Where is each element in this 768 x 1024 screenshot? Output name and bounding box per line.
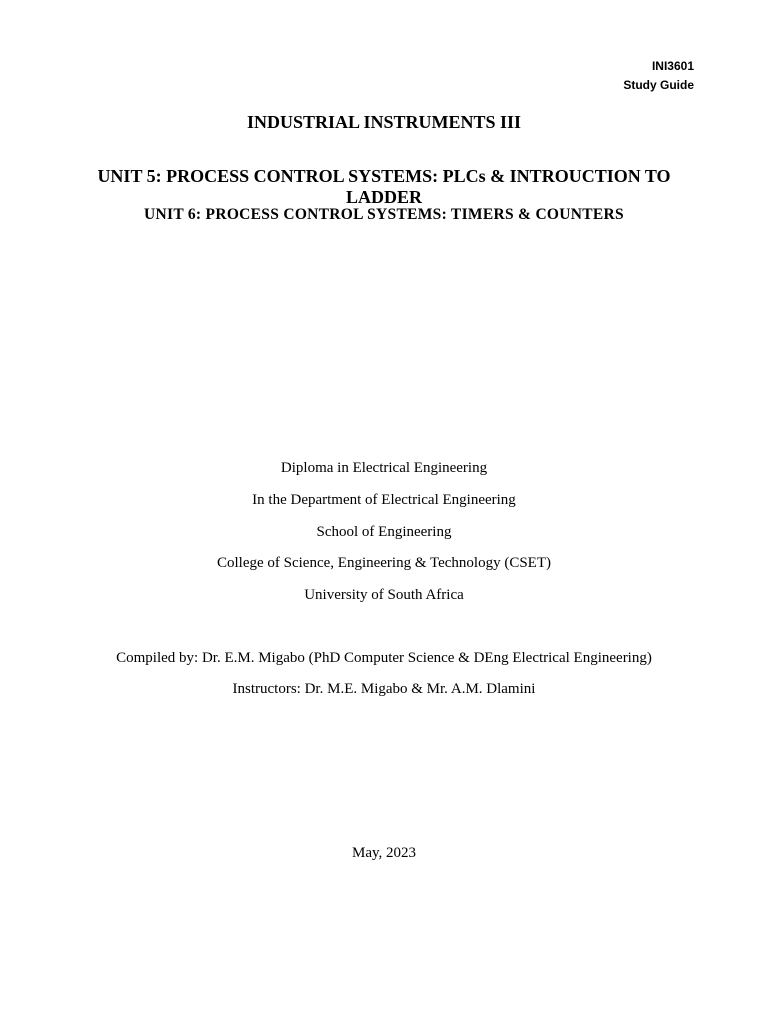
college-line: College of Science, Engineering & Technology (CSET): [216, 555, 551, 571]
diploma-line: Diploma in Electrical Engineering: [280, 460, 488, 476]
university-line: University of South Africa: [304, 587, 464, 603]
department-line: In the Department of Electrical Engineering: [252, 492, 516, 508]
instructors-line: Instructors: Dr. M.E. Migabo & Mr. A.M. Dlamini: [232, 681, 536, 697]
unit-6-title: UNIT 6: PROCESS CONTROL SYSTEMS: TIMERS & COUNTERS: [144, 206, 624, 223]
school-line: School of Engineering: [316, 524, 452, 540]
unit-5-title: UNIT 5: PROCESS CONTROL SYSTEMS: PLCs & INTROUCTION TO LADDER: [97, 166, 671, 207]
course-title: INDUSTRIAL INSTRUMENTS III: [246, 112, 522, 132]
publication-date: May, 2023: [351, 845, 417, 861]
document-header: [623, 57, 694, 95]
document-type: Study Guide: [623, 78, 694, 92]
course-code: INI3601: [651, 59, 694, 73]
compiled-by-line: Compiled by: Dr. E.M. Migabo (PhD Computer Science & DEng Electrical Engineering): [116, 650, 652, 666]
